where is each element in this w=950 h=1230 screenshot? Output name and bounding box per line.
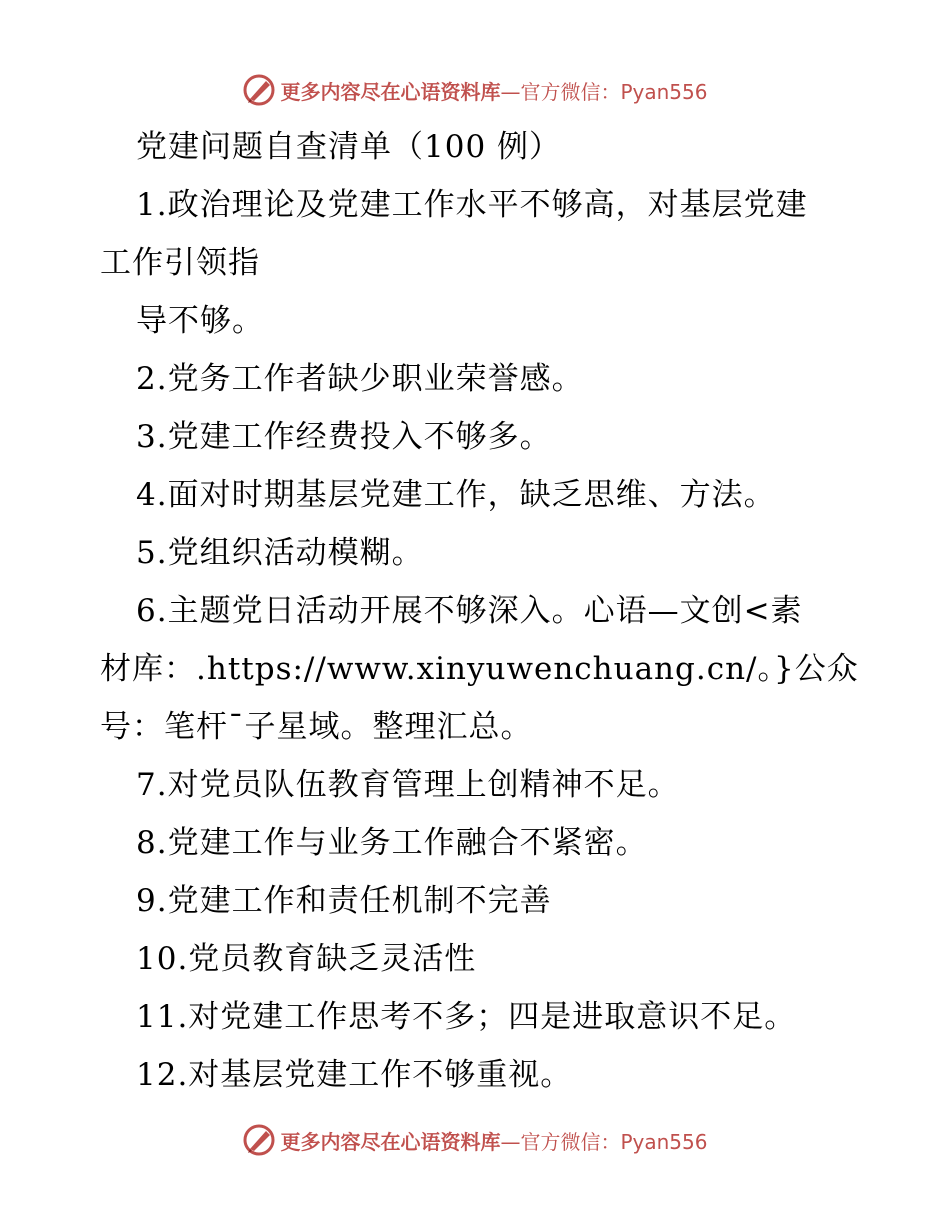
banner-slogan: 更多内容尽在心语资料库 [280,79,501,104]
doc-line: 6.主题党日活动开展不够深入。心语—文创<素 [136,593,803,629]
doc-line: 10.党员教育缺乏灵活性 [136,941,477,977]
doc-line: 号：笔杆¯子星域。整理汇总。 [100,709,533,745]
doc-line: 5.党组织活动模糊。 [136,535,424,571]
banner-dash: — [500,79,521,104]
doc-line: 3.党建工作经费投入不够多。 [136,419,552,455]
document-title: 党建问题自查清单（100 例） [136,129,562,165]
doc-line: 9.党建工作和责任机制不完善 [136,883,552,919]
document-body [100,118,860,1104]
footer-banner [0,1120,950,1160]
doc-line: 8.党建工作与业务工作融合不紧密。 [136,825,648,861]
banner-wechat: 官方微信：Pyan556 [520,1129,708,1154]
header-banner [0,70,950,110]
doc-line: 1.政治理论及党建工作水平不够高，对基层党建 [136,187,808,223]
doc-line: 12.对基层党建工作不够重视。 [136,1057,573,1093]
doc-line: 2.党务工作者缺少职业荣誉感。 [136,361,584,397]
pen-logo-icon [242,1123,276,1157]
pen-logo-icon [242,73,276,107]
banner-dash: — [500,1129,521,1154]
banner-text [280,1126,707,1155]
banner-text [280,76,707,105]
doc-line: 导不够。 [136,303,264,339]
doc-line: 材库：.https://www.xinyuwenchuang.cn/。}公众 [100,651,859,687]
doc-line: 工作引领指 [100,245,260,281]
doc-line: 4.面对时期基层党建工作，缺乏思维、方法。 [136,477,776,513]
banner-wechat: 官方微信：Pyan556 [520,79,708,104]
doc-line: 11.对党建工作思考不多；四是进取意识不足。 [136,999,797,1035]
banner-slogan: 更多内容尽在心语资料库 [280,1129,501,1154]
doc-line: 7.对党员队伍教育管理上创精神不足。 [136,767,680,803]
